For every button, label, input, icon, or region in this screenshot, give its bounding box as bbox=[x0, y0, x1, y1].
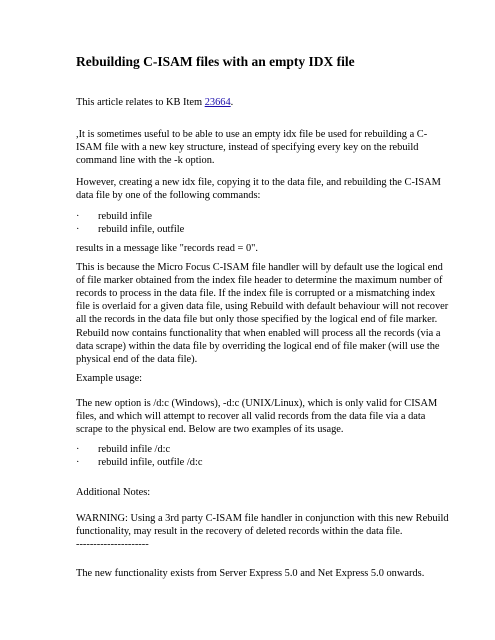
paragraph-2-line: However, creating a new idx file, copying it to the data file, and rebuilding the C-ISAM bbox=[76, 177, 441, 188]
intro-prefix: This article relates to KB Item bbox=[76, 97, 205, 108]
command-item bbox=[76, 456, 202, 469]
paragraph-7-line: The new option is /d:c (Windows), -d:c (UNIX/Linux), which is only valid for CISAM bbox=[76, 398, 438, 409]
paragraph-1-line: ,It is sometimes useful to be able to use an empty idx file be used for rebuilding a C- bbox=[76, 129, 428, 140]
bullet-marker: · bbox=[76, 224, 80, 235]
paragraph-2-line: data file by one of the following commands: bbox=[76, 190, 261, 201]
paragraph-7 bbox=[76, 397, 446, 436]
paragraph-5-line: data scrape) within the data file by overriding the logical end of file maker (will use the bbox=[76, 341, 440, 352]
bullet-marker: · bbox=[76, 444, 80, 455]
paragraph-3: results in a message like "records read = 0". bbox=[76, 243, 258, 254]
command-text: rebuild infile /d:c bbox=[98, 444, 171, 455]
paragraph-4-line: all the records in the data file but only those specified by the logical end of file marker. bbox=[76, 314, 438, 325]
paragraph-6: Example usage: bbox=[76, 373, 143, 384]
separator-line: --------------------- bbox=[76, 539, 149, 550]
paragraph-7-line: scrape to the physical end. Below are two examples of its usage. bbox=[76, 424, 344, 435]
bullet-marker: · bbox=[76, 457, 80, 468]
paragraph-1 bbox=[76, 128, 446, 167]
intro-suffix: . bbox=[230, 97, 234, 108]
paragraph-1-line: command line with the -k option. bbox=[76, 155, 215, 166]
paragraph-4-line: records to process in the data file. If the index file is corrupted or a mismatching index bbox=[76, 288, 436, 299]
paragraph-8: Additional Notes: bbox=[76, 487, 151, 498]
paragraph-2 bbox=[76, 176, 446, 202]
command-item bbox=[76, 443, 170, 456]
paragraph-9 bbox=[76, 512, 449, 551]
command-item bbox=[76, 210, 152, 223]
paragraph-4-line: of file marker obtained from the index file header to determine the maximum number of bbox=[76, 275, 443, 286]
kb-item-link[interactable]: 23664 bbox=[204, 97, 231, 108]
paragraph-5-line: Rebuild now contains functionality that when enabled will process all the records (via a bbox=[76, 328, 441, 339]
paragraph-4-line: This is because the Micro Focus C-ISAM file handler will by default use the logical end bbox=[76, 262, 443, 273]
paragraph-4-line: file is overlaid for a given data file, using Rebuild with default behaviour will not recover bbox=[76, 301, 449, 312]
paragraph-7-line: files, and which will attempt to recover all valid records from the data file via a data bbox=[76, 411, 426, 422]
paragraph-4 bbox=[76, 261, 449, 326]
paragraph-10: The new functionality exists from Server Express 5.0 and Net Express 5.0 onwards. bbox=[76, 568, 425, 579]
paragraph-5 bbox=[76, 327, 446, 366]
command-text: rebuild infile, outfile /d:c bbox=[98, 457, 203, 468]
command-text: rebuild infile, outfile bbox=[98, 224, 185, 235]
bullet-marker: · bbox=[76, 211, 80, 222]
paragraph-5-line: physical end of the data file). bbox=[76, 354, 198, 365]
command-item bbox=[76, 223, 184, 236]
paragraph-9-line: functionality, may result in the recovery of deleted records within the data file. bbox=[76, 526, 403, 537]
intro-paragraph bbox=[76, 96, 446, 109]
document-title: Rebuilding C-ISAM files with an empty IDX file bbox=[76, 54, 355, 69]
command-text: rebuild infile bbox=[98, 211, 152, 222]
paragraph-9-line: WARNING: Using a 3rd party C-ISAM file handler in conjunction with this new Rebuild bbox=[76, 513, 449, 524]
paragraph-1-line: ISAM file with a new key structure, instead of specifying every key on the rebuild bbox=[76, 142, 419, 153]
